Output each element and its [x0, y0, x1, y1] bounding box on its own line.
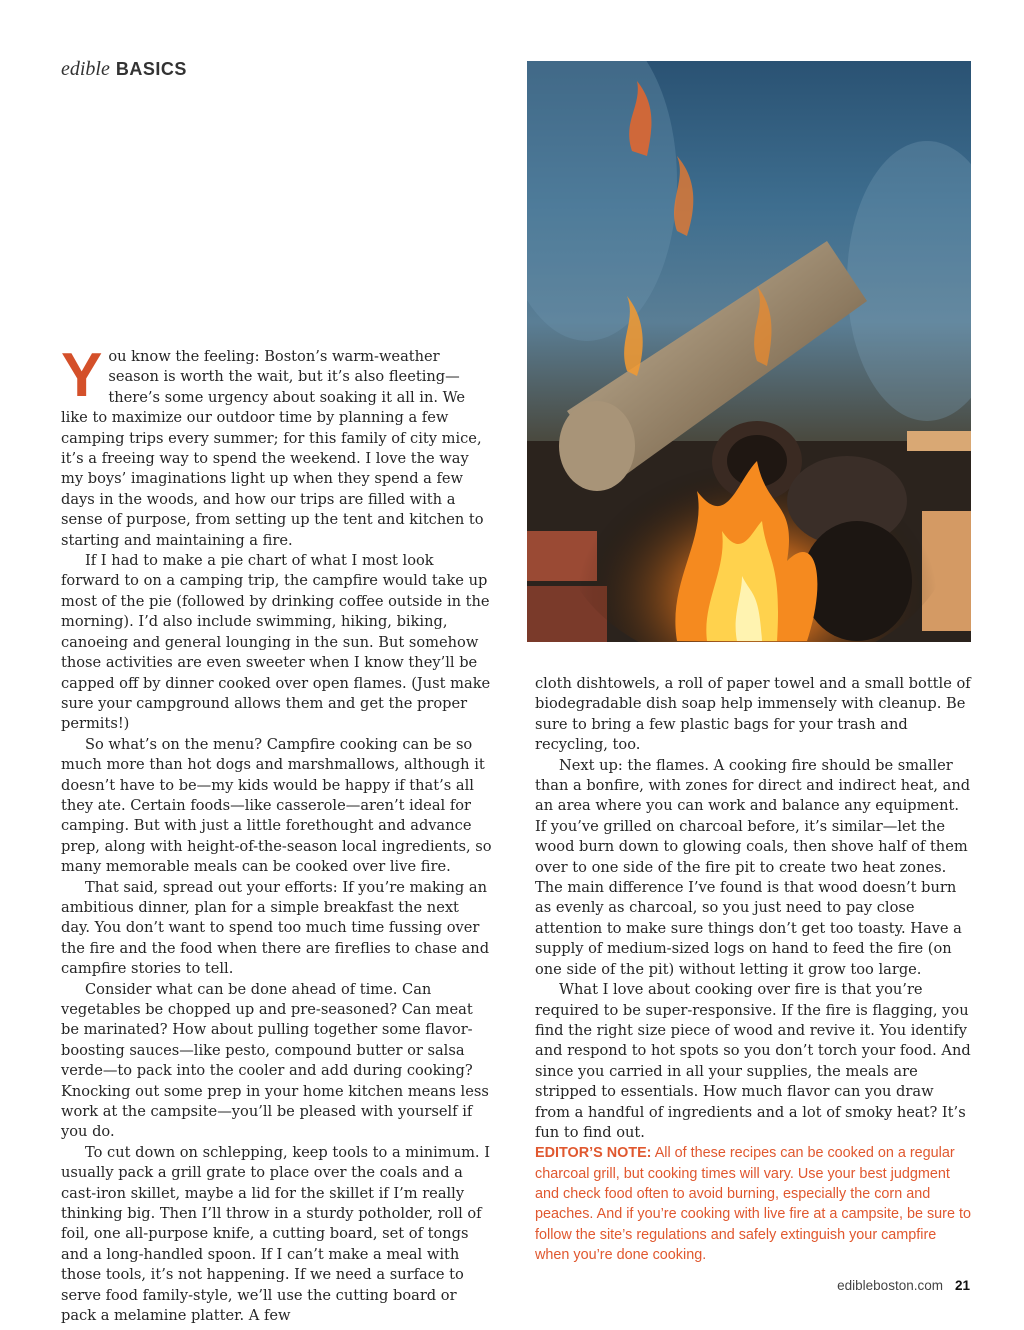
article-paragraph-6: To cut down on schlepping, keep tools to a minimum. I usually pack a grill grate to place over the coals and a cast-iron skillet, maybe a lid for the skillet if I’m really thinking big. Then I’ll throw in a sturdy potholder, roll of foil, one all-purpose knife, a cutting board, set of tongs and a long-handled spoon. If I can’t make a meal with those tools, it’s not happening. If we need a surface to serve food family-style, we’ll use the cutting board or pack a melamine platter. A few	[61, 1143, 490, 1325]
article-paragraph-9: What I love about cooking over fire is that you’re required to be super-responsive. If the fire is flagging, you find the right size piece of wood and revive it. You identify and respond to hot spots so you don’t torch your food. And since you carried in all your supplies, the meals are stripped to essentials. How much flavor can you draw from a handful of ingredients and a lot of smoky heat? It’s fun to find out.	[535, 981, 971, 1141]
campfire-illustration	[527, 61, 971, 642]
article-paragraph-7: cloth dishtowels, a roll of paper towel and a small bottle of biodegradable dish soap help immensely with cleanup. Be sure to bring a few plastic bags for your trash and recycling, too.	[535, 675, 971, 754]
section-header	[61, 58, 187, 81]
section-label-italic: edible	[61, 58, 110, 80]
editors-note-text: All of these recipes can be cooked on a regular charcoal grill, but cooking times will vary. Use your best judgment and check food often to avoid burning, especially the corn and peaches. And if you’re cooking with live fire at a campsite, be sure to follow the site’s regulations and safely extinguish your campfire when you’re done cooking.	[535, 1145, 971, 1263]
page-number: 21	[954, 1278, 970, 1293]
section-label-bold: BASICS	[115, 59, 187, 79]
article-paragraph-1	[61, 341, 492, 551]
article-paragraph-4: That said, spread out your efforts: If you’re making an ambitious dinner, plan for a simple breakfast the next day. You don’t want to spend too much time fussing over the fire and the food when there are fireflies to chase and campfire stories to tell.	[61, 878, 490, 978]
drop-cap: Y	[61, 341, 103, 410]
editors-note	[535, 1143, 972, 1265]
editors-note-label: EDITOR’S NOTE:	[535, 1145, 652, 1162]
article-paragraph-2: If I had to make a pie chart of what I most look forward to on a camping trip, the campfire would take up most of the pie (followed by drinking coffee outside in the morning). I’d also include swimming, hiking, biking, canoeing and general lounging in the sun. But somehow those activities are even sweeter when I know they’ll be capped off by dinner cooked over open flames. (Just make sure your campground allows them and get the proper permits!)	[61, 552, 491, 733]
article-column-right	[535, 674, 972, 1265]
article-column-left	[61, 341, 492, 1327]
article-paragraph-8: Next up: the flames. A cooking fire should be smaller than a bonfire, with zones for direct and indirect heat, and an area where you can work and balance any equipment. If you’ve grilled on charcoal before, it’s similar—let the wood burn down to glowing coals, then shove half of them over to one side of the fire pit to create two heat zones. The main difference I’ve found is that wood doesn’t burn as evenly as charcoal, so you just need to pay close attention to make sure things don’t get too toasty. Have a supply of medium-sized logs on hand to feed the fire (on one side of the pit) without letting it grow too large.	[535, 756, 971, 978]
site-url: edibleboston.com	[837, 1278, 943, 1293]
campfire-photo	[527, 61, 971, 642]
article-paragraph-5: Consider what can be done ahead of time. Can vegetables be chopped up and pre-seasoned? Can meat be marinated? How about pulling together some flavor-boosting sauces—like pesto, compound butter or salsa verde—to pack into the cooler and add during cooking? Knocking out some prep in your home kitchen means less work at the campsite—you’ll be pleased with yourself if you do.	[61, 980, 489, 1141]
paragraph-1-text: ou know the feeling: Boston’s warm-weather season is worth the wait, but it’s also fleeting—there’s some urgency about soaking it all in. We like to maximize our outdoor time by planning a few camping trips every summer; for this family of city mice, it’s a freeing way to spend the weekend. I love the way my boys’ imaginations light up when they spend a few days in the woods, and how our trips are filled with a sense of purpose, from setting up the tent and kitchen to starting and maintaining a fire.	[61, 348, 484, 549]
page-footer	[837, 1278, 970, 1293]
article-paragraph-3: So what’s on the menu? Campfire cooking can be so much more than hot dogs and marshmallows, although it doesn’t have to be—my kids would be happy if that’s all they ate. Certain foods—like casserole—aren’t ideal for camping. But with just a little forethought and advance prep, along with height-of-the-season local ingredients, so many memorable meals can be cooked over live fire.	[61, 735, 492, 876]
